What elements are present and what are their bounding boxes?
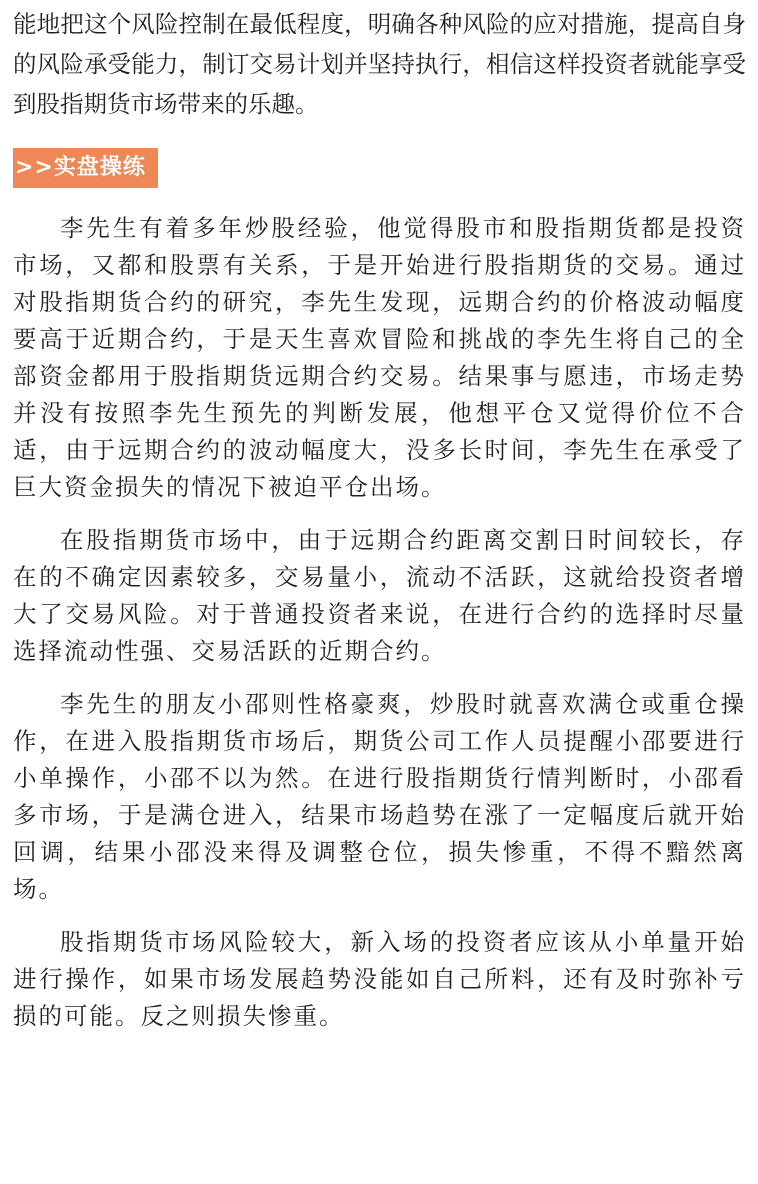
section-header-practice: >>实盘操练: [13, 148, 158, 188]
body-paragraph-2: 在股指期货市场中，由于远期合约距离交割日时间较长，存在的不确定因素较多，交易量小，流动不活跃，这就给投资者增大了交易风险。对于普通投资者来说，在进行合约的选择时尽量选择流动性强、交易活跃的近期合约。: [13, 526, 746, 665]
intro-paragraph: 能地把这个风险控制在最低程度，明确各种风险的应对措施，提高自身的风险承受能力，制订交易计划并坚持执行，相信这样投资者就能享受到股指期货市场带来的乐趣。: [13, 10, 746, 118]
body-paragraph-4: 股指期货市场风险较大，新入场的投资者应该从小单量开始进行操作，如果市场发展趋势没能如自己所料，还有及时弥补亏损的可能。反之则损失惨重。: [13, 928, 746, 1030]
body-paragraph-1: 李先生有着多年炒股经验，他觉得股市和股指期货都是投资市场，又都和股票有关系，于是开始进行股指期货的交易。通过对股指期货合约的研究，李先生发现，远期合约的价格波动幅度要高于近期合约，于是天生喜欢冒险和挑战的李先生将自己的全部资金都用于股指期货远期合约交易。结果事与愿违，市场走势并没有按照李先生预先的判断发展，他想平仓又觉得价位不合适，由于远期合约的波动幅度大，没多长时间，李先生在承受了巨大资金损失的情况下被迫平仓出场。: [13, 214, 746, 501]
body-paragraph-3: 李先生的朋友小邵则性格豪爽，炒股时就喜欢满仓或重仓操作，在进入股指期货市场后，期货公司工作人员提醒小邵要进行小单操作，小邵不以为然。在进行股指期货行情判断时，小邵看多市场，于是满仓进入，结果市场趋势在涨了一定幅度后就开始回调，结果小邵没来得及调整仓位，损失惨重，不得不黯然离场。: [13, 690, 746, 903]
